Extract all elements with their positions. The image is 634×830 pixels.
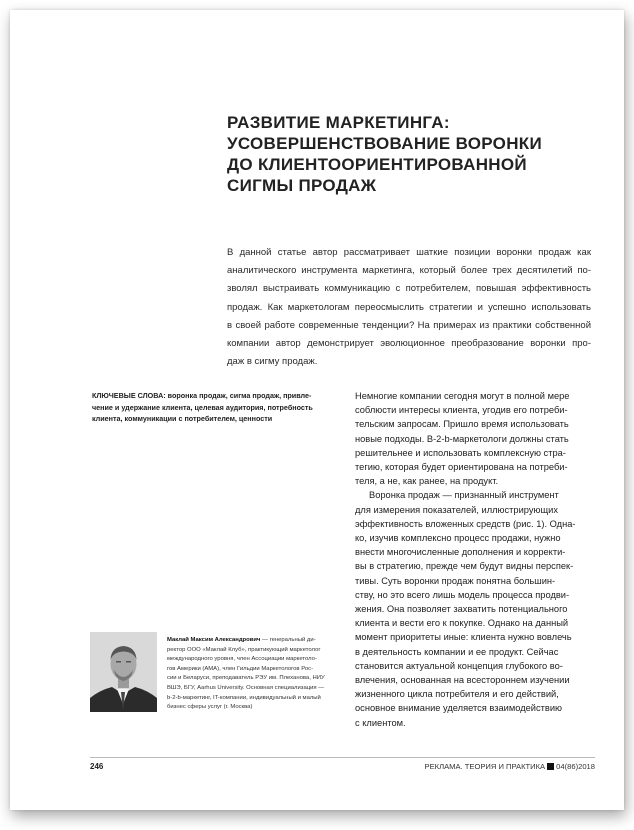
author-name: Маклай Максим Александрович	[167, 637, 261, 643]
body-line: с клиентом.	[355, 717, 406, 728]
abstract-line: В данной статье автор рассматривает шаткие позиции воронки продаж как	[227, 247, 591, 258]
body-line: жения. Она позволяет захватить потенциального	[355, 604, 568, 615]
body-line: тивы. Суть воронки продаж понятна большин-	[355, 575, 556, 586]
body-line: клиента и вести его к покупке. Однако на данный	[355, 618, 569, 629]
square-separator-icon	[547, 763, 554, 770]
title-line: ДО КЛИЕНТООРИЕНТИРОВАННОЙ	[227, 155, 527, 174]
article-body	[355, 389, 595, 730]
abstract-line: зволял выстраивать коммуникацию с потребителем, повышая эффективность	[227, 283, 591, 295]
body-line: тегию, которая будет ориентирована на потреби-	[355, 462, 568, 473]
body-line: решительнее и использовать комплексную стра-	[355, 447, 566, 458]
author-bio-line: ректор ООО «Маклай Клуб», практикующий маркетолог	[167, 646, 321, 653]
body-line: становится актуальной концепция глубокого во-	[355, 660, 563, 671]
magazine-page	[10, 10, 624, 810]
title-line: УСОВЕРШЕНСТВОВАНИЕ ВОРОНКИ	[227, 134, 542, 153]
body-line: жизненного цикла потребителя и его действий,	[355, 689, 559, 700]
keywords-block	[92, 390, 342, 425]
body-line: Воронка продаж — признанный инструмент	[369, 490, 559, 501]
body-line: внести многочисленные дополнения и корректи-	[355, 547, 566, 558]
abstract-line: продаж. Как маркетологам переосмыслить стратегии и успешно использовать	[227, 301, 591, 313]
title-line: РАЗВИТИЕ МАРКЕТИНГА:	[227, 113, 450, 132]
body-line: ству, но это всего лишь модель процесса продви-	[355, 589, 570, 600]
keywords-line: чение и удержание клиента, целевая аудитория, потребность	[92, 402, 313, 412]
author-bio-line: бизнес сферы услуг (г. Москва)	[167, 704, 253, 711]
body-line: для измерения показателей, иллюстрирующих	[355, 504, 558, 515]
body-line: в деятельность компании и ее продукт. Сейчас	[355, 646, 559, 657]
article-title	[227, 112, 557, 196]
body-line: тельским запросам. Пришло время использовать	[355, 419, 569, 430]
journal-name: РЕКЛАМА. ТЕОРИЯ И ПРАКТИКА	[424, 762, 546, 771]
keywords-line: клиента, коммуникации с потребителем, ценности	[92, 414, 273, 423]
author-bio	[167, 636, 347, 713]
author-photo	[90, 632, 157, 712]
body-line: новые подходы. B-2-b-маркетологи должны стать	[355, 433, 569, 444]
author-bio-line: — генеральный ди-	[260, 637, 316, 643]
journal-issue: 04(86)2018	[556, 762, 595, 771]
footer-divider	[90, 757, 595, 758]
title-line: СИГМЫ ПРОДАЖ	[227, 176, 377, 195]
abstract-line: аналитического инструмента маркетинга, который более трех десятилетий по-	[227, 265, 591, 277]
abstract-line: даж в сигму продаж.	[227, 356, 318, 368]
body-line: соблюсти интересы клиента, угодив его потреби-	[355, 405, 568, 416]
page-number: 246	[90, 762, 104, 771]
abstract-line: компании автор демонстрирует эволюционное преобразование воронки про-	[227, 338, 591, 350]
body-line: основное внимание уделяется взаимодействию	[355, 703, 563, 714]
author-bio-line: гов Америки (АМА), член Гильдии Маркетологов Рос-	[167, 665, 314, 672]
author-bio-line: ВШЭ, БГУ, Aarhus University. Основная специализация —	[167, 684, 325, 691]
body-line: влечения, основанная на всестороннем изучении	[355, 675, 570, 686]
body-line: ко, изучив комплексно процесс продажи, нужно	[355, 533, 561, 544]
body-line: Немногие компании сегодня могут в полной мере	[355, 391, 570, 401]
body-line: момент приоритеты иные: клиента нужно вовлечь	[355, 632, 572, 643]
author-bio-line: b-2-b-маркетинг, IT-компании, индивидуальный и малый	[167, 694, 321, 701]
journal-footer	[425, 762, 595, 771]
article-abstract	[227, 244, 591, 371]
keywords-line: КЛЮЧЕВЫЕ СЛОВА: воронка продаж, сигма продаж, привле-	[92, 391, 312, 400]
body-line: теля, а не, как ранее, на продукт.	[355, 476, 499, 487]
body-line: вы в стратегию, прежде чем будут видны перспек-	[355, 561, 574, 572]
author-portrait-image	[90, 632, 157, 712]
body-line: эффективность вложенных средств (рис. 1). Одна-	[355, 518, 576, 529]
author-bio-line: сии и Беларуси, преподаватель РЭУ им. Плеханова, НИУ	[167, 675, 325, 682]
abstract-line: в своей работе современные тенденции? На примерах из практики собственной	[227, 319, 591, 331]
author-bio-line: международного уровня, член Ассоциации маркетоло-	[167, 656, 317, 663]
